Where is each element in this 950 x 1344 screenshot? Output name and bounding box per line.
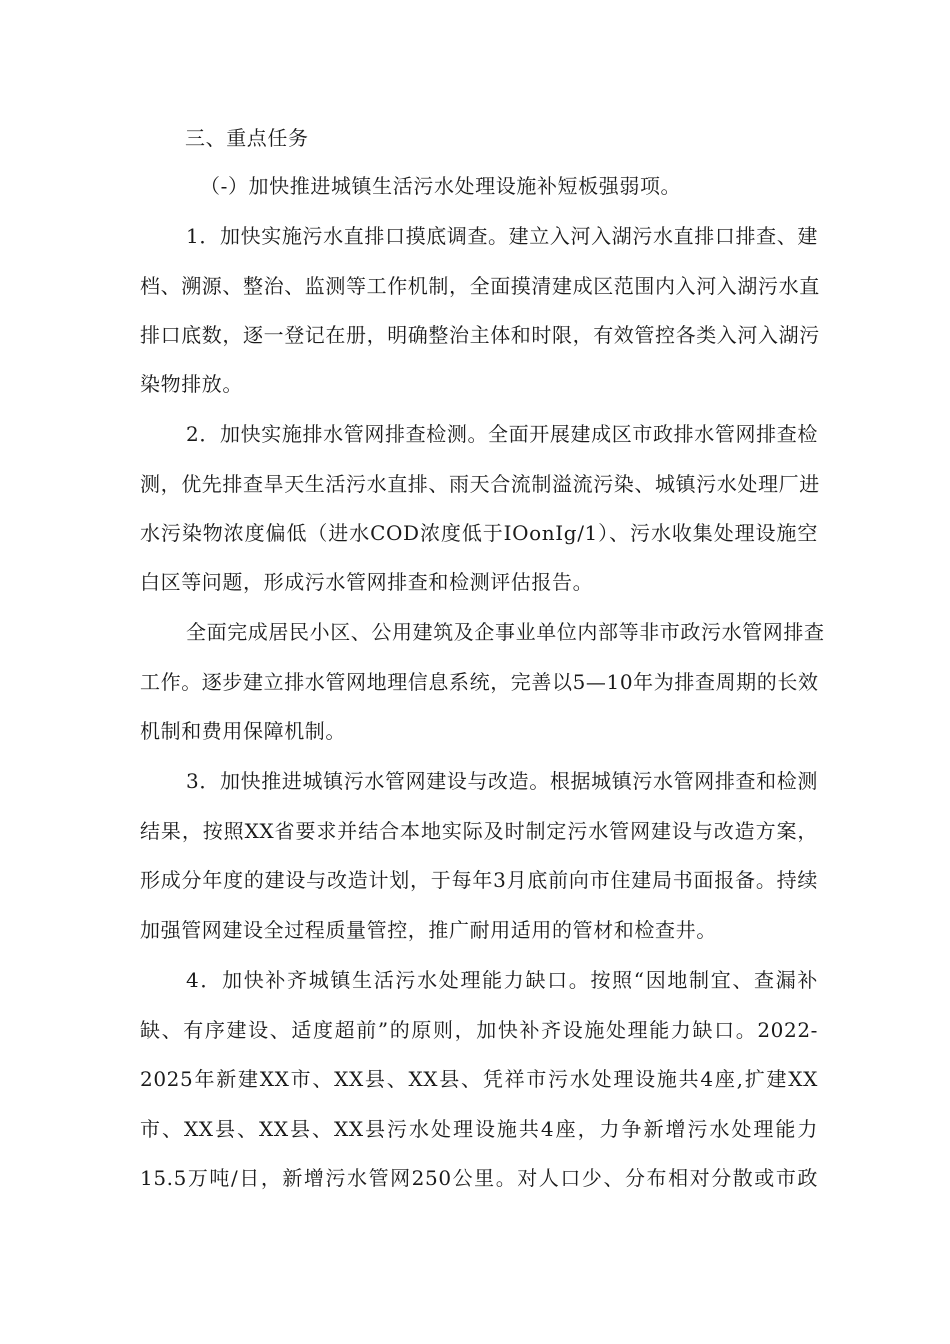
paragraph-1-line-1: 1．加快实施污水直排口摸底调查。建立入河入湖污水直排口排查、建 xyxy=(186,224,818,248)
paragraph-5-line-3: 2025年新建XX市、XX县、XX县、凭祥市污水处理设施共4座,扩建XX xyxy=(140,1067,818,1091)
paragraph-3-line-1: 全面完成居民小区、公用建筑及企事业单位内部等非市政污水管网排查 xyxy=(186,620,825,644)
subsection-heading: （-）加快推进城镇生活污水处理设施补短板强弱项。 xyxy=(200,174,682,198)
paragraph-2-line-1: 2．加快实施排水管网排查检测。全面开展建成区市政排水管网排查检 xyxy=(186,422,818,446)
paragraph-4-line-2: 结果，按照XX省要求并结合本地实际及时制定污水管网建设与改造方案， xyxy=(140,819,818,843)
paragraph-2-line-4: 白区等问题，形成污水管网排查和检测评估报告。 xyxy=(140,570,594,594)
paragraph-5-line-2: 缺、有序建设、适度超前”的原则，加快补齐设施处理能力缺口。2022- xyxy=(140,1018,818,1042)
paragraph-4-line-3: 形成分年度的建设与改造计划，于每年3月底前向市住建局书面报备。持续 xyxy=(140,868,818,892)
paragraph-2-line-2: 测，优先排查旱天生活污水直排、雨天合流制溢流污染、城镇污水处理厂进 xyxy=(140,472,820,496)
paragraph-4-line-4: 加强管网建设全过程质量管控，推广耐用适用的管材和检查井。 xyxy=(140,918,717,942)
section-heading: 三、重点任务 xyxy=(185,126,309,150)
paragraph-1-line-2: 档、溯源、整治、监测等工作机制，全面摸清建成区范围内入河入湖污水直 xyxy=(140,274,820,298)
paragraph-1-line-3: 排口底数，逐一登记在册，明确整治主体和时限，有效管控各类入河入湖污 xyxy=(140,323,820,347)
paragraph-3-line-3: 机制和费用保障机制。 xyxy=(140,719,346,743)
paragraph-5-line-1: 4．加快补齐城镇生活污水处理能力缺口。按照“因地制宜、查漏补 xyxy=(186,968,818,992)
paragraph-5-line-4: 市、XX县、XX县、XX县污水处理设施共4座，力争新增污水处理能力 xyxy=(140,1117,818,1141)
paragraph-1-line-4: 染物排放。 xyxy=(140,372,243,396)
paragraph-5-line-5: 15.5万吨/日，新增污水管网250公里。对人口少、分布相对分散或市政 xyxy=(140,1166,818,1190)
paragraph-2-line-3: 水污染物浓度偏低（进水COD浓度低于IOonIg/1）、污水收集处理设施空 xyxy=(140,521,818,545)
paragraph-4-line-1: 3．加快推进城镇污水管网建设与改造。根据城镇污水管网排查和检测 xyxy=(186,769,818,793)
paragraph-3-line-2: 工作。逐步建立排水管网地理信息系统，完善以5—10年为排查周期的长效 xyxy=(140,670,819,694)
